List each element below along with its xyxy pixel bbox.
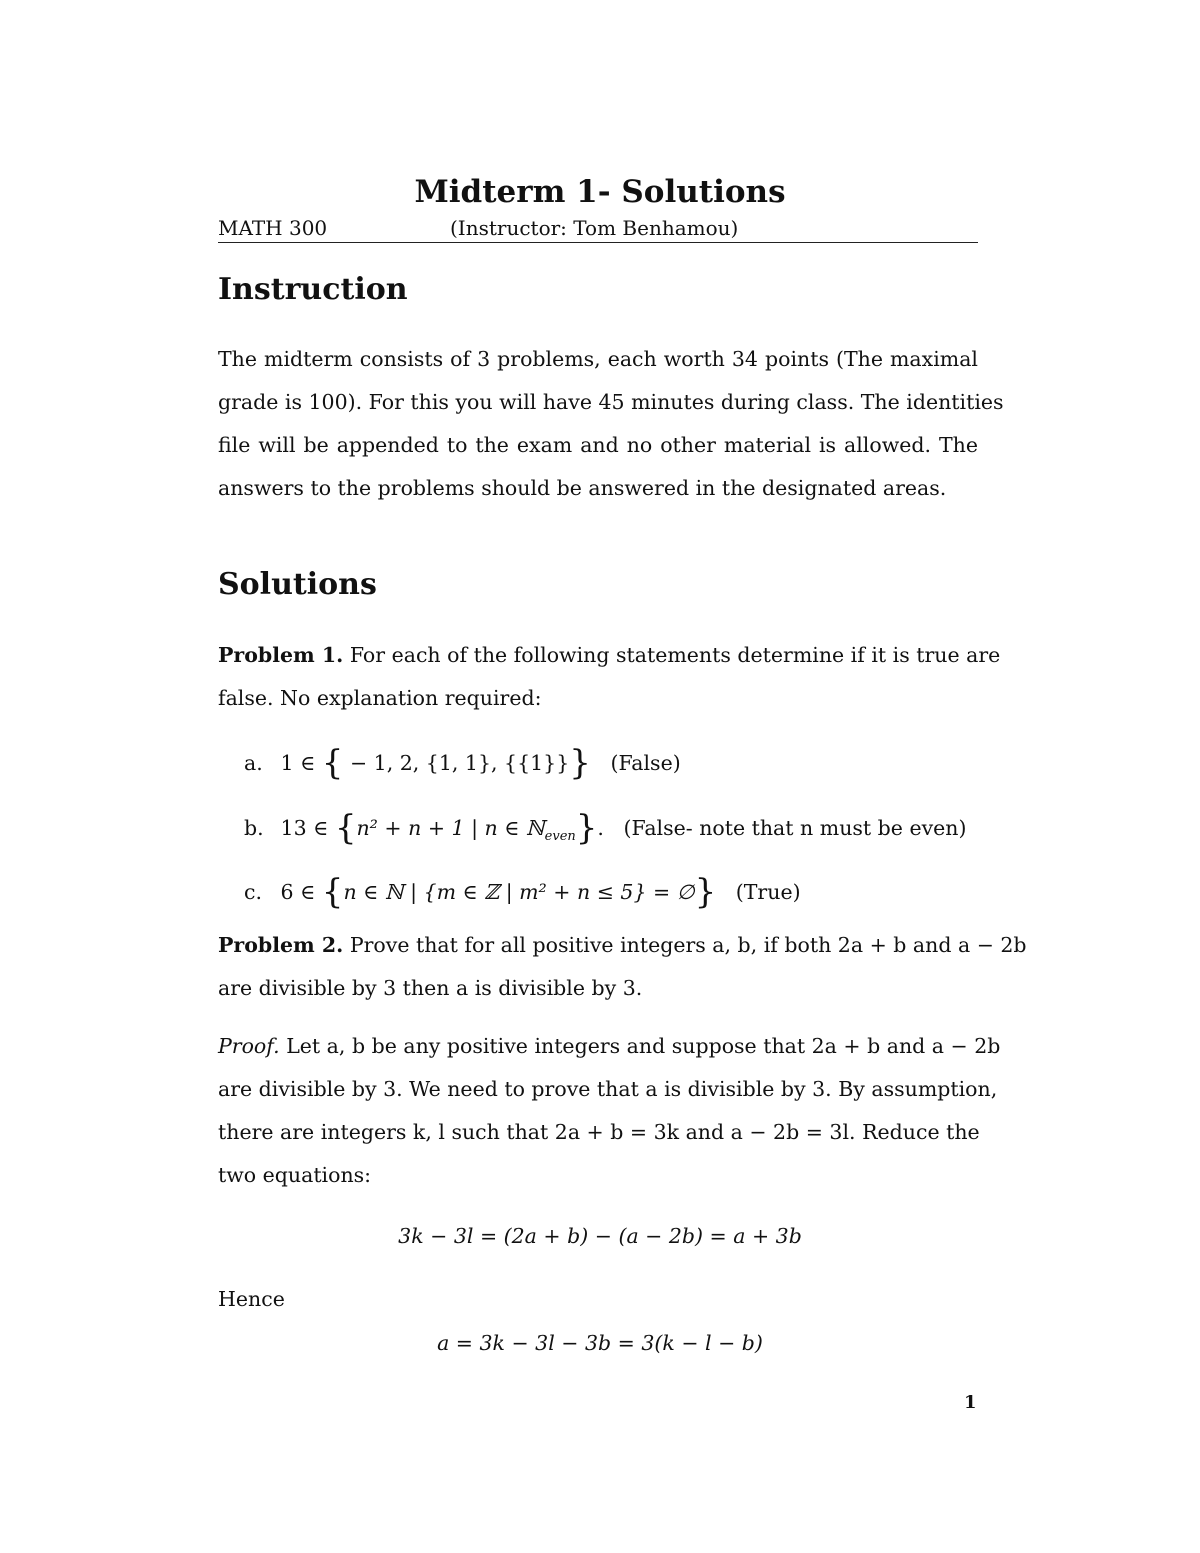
problem1-statement [218,634,1001,720]
item-expression: 6 ∈ [280,880,322,904]
item-set: n ∈ ℕ | {m ∈ ℤ | m² + n ≤ 5} = ∅ [343,880,695,904]
equation-2: a = 3k − 3l − 3b = 3(k − l − b) [437,1331,763,1355]
problem2-text: Prove that for all positive integers a, b, if both 2a + b and a − 2b [349,933,1027,957]
hence-text [218,1278,978,1321]
instruction-paragraph [218,338,1004,510]
instruction-line: The midterm consists of 3 problems, each worth 34 points (The maximal [218,347,978,371]
item-answer: (False- note that n must be even) [623,816,967,840]
instructor-name: (Instructor: Tom Benhamou) [450,216,739,240]
item-set: − 1, 2, {1, 1}, {{1}} [343,751,570,775]
item-expression: 13 ∈ [280,816,335,840]
problem1-item-a: a. 1 ∈ { − 1, 2, {1, 1}, {{1}}} (False) [244,743,681,783]
proof-line: Let a, b be any positive integers and suppose that 2a + b and a − 2b [286,1034,1001,1058]
hence-label: Hence [218,1287,285,1311]
instruction-line: file will be appended to the exam and no other material is allowed. The [218,433,978,457]
instruction-heading: Instruction [218,272,408,307]
instruction-line: answers to the problems should be answered in the designated areas. [218,476,947,500]
item-answer: (False) [610,751,681,775]
page-title: Midterm 1- Solutions [414,174,786,210]
problem2-statement [218,924,1027,1010]
item-marker: c. [244,880,262,904]
item-answer: (True) [735,880,801,904]
item-expression: 1 ∈ [280,751,322,775]
problem2-label: Problem 2. [218,933,344,957]
page-number: 1 [964,1392,977,1413]
problem1-text-line2: false. No explanation required: [218,686,542,710]
instruction-line: grade is 100). For this you will have 45 minutes during class. The identities [218,390,1004,414]
problem1-item-b: b. 13 ∈ {n² + n + 1 | n ∈ ℕ$_{even}$}. (False- note that n must be even) [244,808,967,848]
proof-line: are divisible by 3. We need to prove that a is divisible by 3. By assumption, [218,1077,998,1101]
problem2-text-line2: are divisible by 3 then a is divisible by 3. [218,976,643,1000]
proof-paragraph [218,1025,1001,1197]
proof-line: there are integers k, l such that 2a + b = 3k and a − 2b = 3l. Reduce the [218,1120,980,1144]
proof-label: Proof. [218,1034,280,1058]
problem1-item-c: c. 6 ∈ {n ∈ ℕ | {m ∈ ℤ | m² + n ≤ 5} = ∅} (True) [244,872,801,912]
item-marker: b. [244,816,264,840]
proof-line: two equations: [218,1163,372,1187]
course-code: MATH 300 [218,216,328,240]
item-marker: a. [244,751,263,775]
solutions-heading: Solutions [218,567,377,602]
problem1-label: Problem 1. [218,643,344,667]
course-header [218,214,978,243]
item-set: n² + n + 1 | n ∈ ℕ [356,816,545,840]
item-set-subscript: even [544,829,576,845]
equation-1: 3k − 3l = (2a + b) − (a − 2b) = a + 3b [398,1224,802,1248]
problem1-text: For each of the following statements determine if it is true are [349,643,1001,667]
